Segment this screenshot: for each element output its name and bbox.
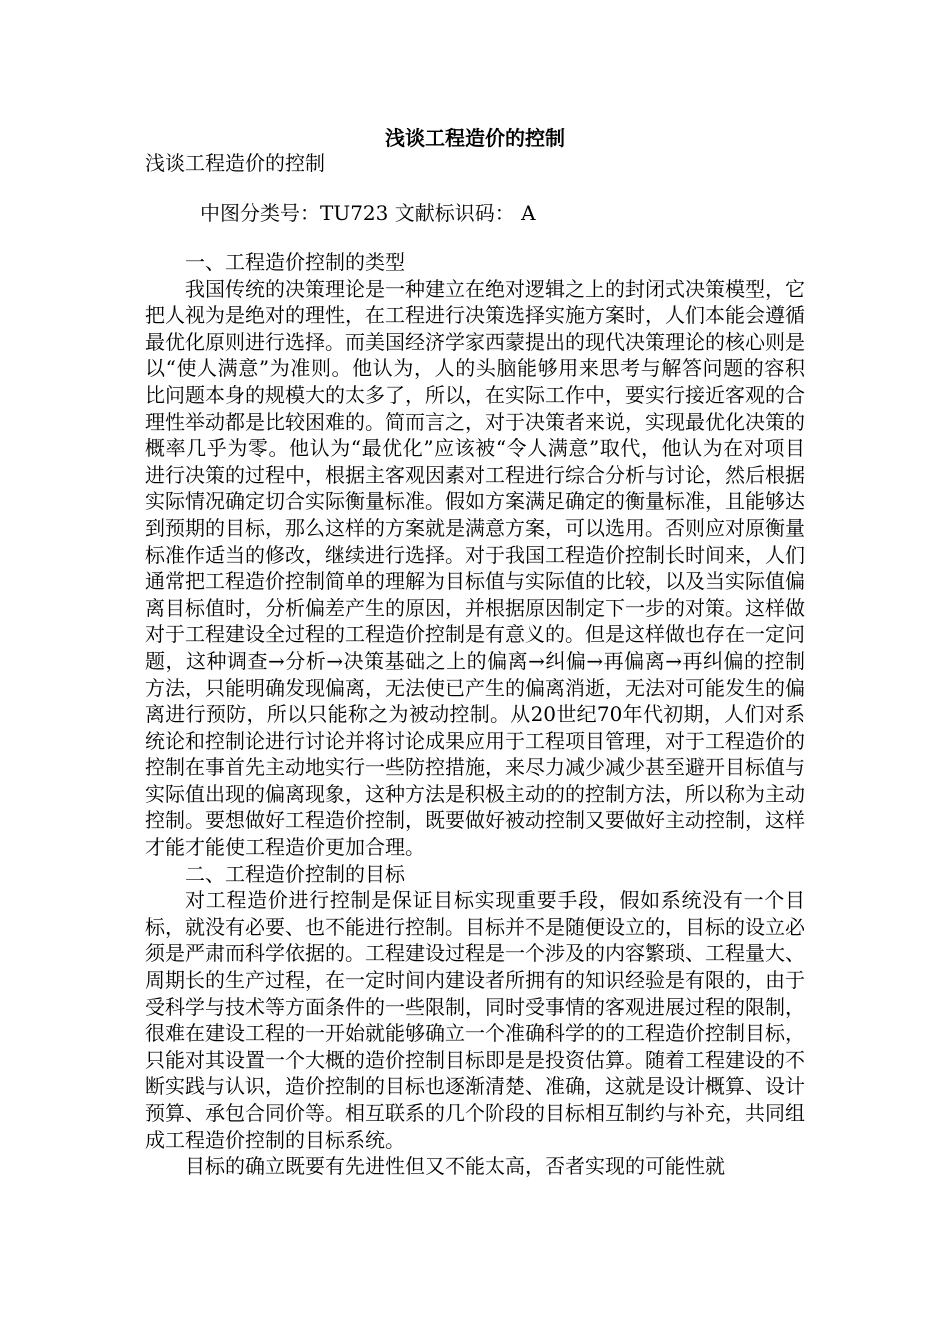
paragraph: 对工程造价进行控制是保证目标实现重要手段，假如系统没有一个目标，就没有必要、也不能进行控制。目标并不是随便设立的，目标的设立必须是严肃而科学依据的。工程建设过程是一个涉及的内容繁琐、工程量大、周期长的生产过程，在一定时间内建设者所拥有的知识经验是有限的，由于受科学与技术等方面条件的一些限制，同时受事情的客观进展过程的限制，很难在建设工程的一开始就能够确立一个准确科学的的工程造价控制目标，只能对其设置一个大概的造价控制目标即是是投资估算。随着工程建设的不断实践与认识，造价控制的目标也逐渐清楚、准确，这就是设计概算、设计预算、承包合同价等。相互联系的几个阶段的目标相互制约与补充，共同组成工程造价控制的目标系统。 [145,888,805,1152]
paragraph: 我国传统的决策理论是一种建立在绝对逻辑之上的封闭式决策模型，它把人视为是绝对的理性，在工程进行决策选择实施方案时，人们本能会遵循最优化原则进行选择。而美国经济学家西蒙提出的现代决策理论的核心则是以“使人满意”为准则。他认为，人的头脑能够用来思考与解答问题的容积比问题本身的规模大的太多了，所以，在实际工作中，要实行接近客观的合理性举动都是比较困难的。简而言之，对于决策者来说，实现最优化决策的概率几乎为零。他认为“最优化”应该被“令人满意”取代，他认为在对项目进行决策的过程中，根据主客观因素对工程进行综合分析与讨论，然后根据实际情况确定切合实际衡量标准。假如方案满足确定的衡量标准，且能够达到预期的目标，那么这样的方案就是满意方案，可以选用。否则应对原衡量标准作适当的修改，继续进行选择。对于我国工程造价控制长时间来，人们通常把工程造价控制简单的理解为目标值与实际值的比较，以及当实际值偏离目标值时，分析偏差产生的原因，并根据原因制定下一步的对策。这样做对于工程建设全过程的工程造价控制是有意义的。但是这样做也存在一定问题，这种调查→分析→决策基础之上的偏离→纠偏→再偏离→再纠偏的控制方法，只能明确发现偏离，无法使已产生的偏离消逝，无法对可能发生的偏离进行预防，所以只能称之为被动控制。从20世纪70年代初期，人们对系统论和控制论进行讨论并将讨论成果应用于工程项目管理，对于工程造价的控制在事首先主动地实行一些防控措施，来尽力减少减少甚至避开目标值与实际值出现的偏离现象，这种方法是积极主动的的控制方法，所以称为主动控制。要想做好工程造价控制，既要做好被动控制又要做好主动控制，这样才能才能使工程造价更加合理。 [145,276,805,860]
section-heading: 二、工程造价控制的目标 [185,861,405,886]
paragraph: 目标的确立既要有先进性但又不能太高，否者实现的可能性就 [185,1154,725,1179]
document-body [145,249,805,1180]
section-heading: 一、工程造价控制的类型 [185,250,405,274]
document-title: 浅谈工程造价的控制 [385,126,565,150]
section-targets [145,861,805,1180]
section-types [145,249,805,861]
document-subtitle: 浅谈工程造价的控制 [145,151,325,175]
classification-line: 中图分类号：TU723 文献标识码： A [200,201,536,225]
